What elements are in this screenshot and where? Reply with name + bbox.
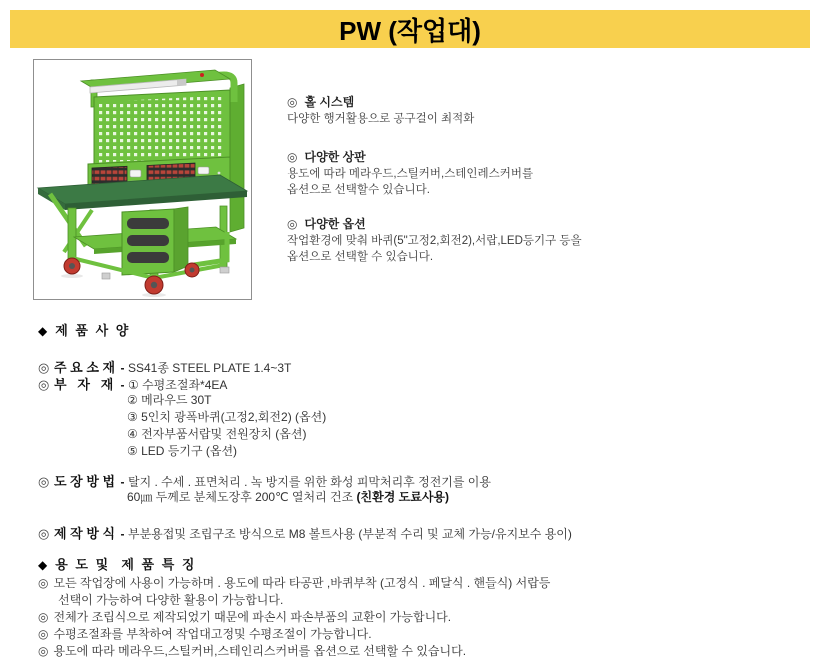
- dash-separator: -: [120, 361, 125, 375]
- feature-heading: 홀 시스템: [304, 95, 355, 109]
- section-title-text: 제 품 사 양: [55, 323, 131, 338]
- usage-item: [38, 625, 372, 642]
- feature-heading: 다양한 상판: [304, 150, 366, 164]
- diamond-bullet-icon: ◆: [38, 324, 48, 338]
- spec-sub-item: ④ 전자부품서랍및 전원장치 (옵션): [127, 427, 307, 441]
- feature-line: 옵션으로 선택할 수 있습니다.: [287, 251, 434, 263]
- section-title-product-spec: [38, 320, 130, 339]
- spec-sub-item: ⑤ LED 등기구 (옵션): [127, 444, 238, 458]
- diamond-bullet-icon: ◆: [38, 558, 48, 572]
- workbench-product-image: [33, 59, 252, 300]
- ring-bullet-icon: ◎: [38, 610, 49, 624]
- feature-line: 용도에 따라 메라우드,스틸커버,스테인레스커버를: [287, 168, 534, 180]
- dash-separator: -: [120, 475, 125, 489]
- usage-item: [38, 642, 466, 659]
- spec-value: ① 수평조절좌*4EA: [128, 378, 228, 392]
- usage-item: [38, 574, 550, 591]
- feature-line: 다양한 행거활용으로 공구걸이 최적화: [287, 113, 475, 125]
- feature-line: 옵션으로 선택할수 있습니다.: [287, 184, 430, 196]
- title-banner: [10, 10, 810, 48]
- spec-label: 도 장 방 법: [54, 474, 116, 489]
- section-title-text: 용 도 및 제 품 특 징: [55, 557, 197, 572]
- coating-line2-bold: (친환경 도료사용): [356, 490, 450, 504]
- spec-label: 부 자 재: [54, 377, 114, 392]
- coating-line2: 60㎛ 두께로 분체도장후 200℃ 열처리 건조: [127, 490, 357, 504]
- ring-bullet-icon: ◎: [38, 644, 49, 658]
- section-title-usage: [38, 554, 196, 573]
- spec-label: 제 작 방 식: [54, 526, 116, 541]
- workbench-illustration: [34, 60, 251, 299]
- usage-text: 모든 작업장에 사용이 가능하며 . 용도에 따라 타공판 ,바퀴부착 (고정식 . 페달식 . 핸들식) 서랍등: [53, 576, 551, 590]
- feature-hole-system: [287, 94, 474, 127]
- ring-bullet-icon: ◎: [38, 526, 50, 541]
- page-title: PW (작업대): [339, 15, 481, 46]
- spec-value: 부분용접및 조립구조 방식으로 M8 볼트사용 (부분적 수리 및 교체 가능/유지보수 용이): [128, 527, 572, 541]
- ring-bullet-icon: ◎: [38, 627, 49, 641]
- feature-line: 작업환경에 맞춰 바퀴(5"고정2,회전2),서랍,LED등기구 등을: [287, 235, 582, 247]
- ring-bullet-icon: ◎: [287, 95, 298, 109]
- feature-tabletop-options: [287, 149, 533, 198]
- usage-text: 용도에 따라 메라우드,스틸커버,스테인리스커버를 옵션으로 선택할 수 있습니다.: [53, 644, 467, 658]
- spec-value: 탈지 . 수세 . 표면처리 . 녹 방지를 위한 화성 피막처리후 정전기를 이용: [128, 475, 491, 489]
- usage-item-continuation: 선택이 가능하여 다양한 활용이 가능합니다.: [58, 593, 284, 607]
- ring-bullet-icon: ◎: [38, 377, 50, 392]
- feature-various-options: [287, 216, 582, 265]
- dash-separator: -: [120, 378, 125, 392]
- spec-sub-item: ③ 5인치 광폭바퀴(고정2,회전2) (옵션): [127, 410, 327, 424]
- ring-bullet-icon: ◎: [38, 360, 50, 375]
- feature-heading: 다양한 옵션: [304, 217, 366, 231]
- spec-sub-item: ② 메라우드 30T: [127, 393, 212, 407]
- spec-row-build-method: [38, 523, 572, 542]
- usage-item: [38, 608, 451, 625]
- dash-separator: -: [120, 527, 125, 541]
- usage-text: 수평조절좌를 부착하여 작업대고정및 수평조절이 가능합니다.: [53, 627, 372, 641]
- ring-bullet-icon: ◎: [287, 217, 298, 231]
- ring-bullet-icon: ◎: [38, 474, 50, 489]
- spec-value: SS41종 STEEL PLATE 1.4~3T: [128, 361, 292, 375]
- spec-sub-line: [127, 488, 449, 505]
- ring-bullet-icon: ◎: [287, 150, 298, 164]
- ring-bullet-icon: ◎: [38, 576, 49, 590]
- usage-text: 전체가 조립식으로 제작되었기 때문에 파손시 파손부품의 교환이 가능합니다.: [53, 610, 452, 624]
- spec-label: 주 요 소 재: [54, 360, 116, 375]
